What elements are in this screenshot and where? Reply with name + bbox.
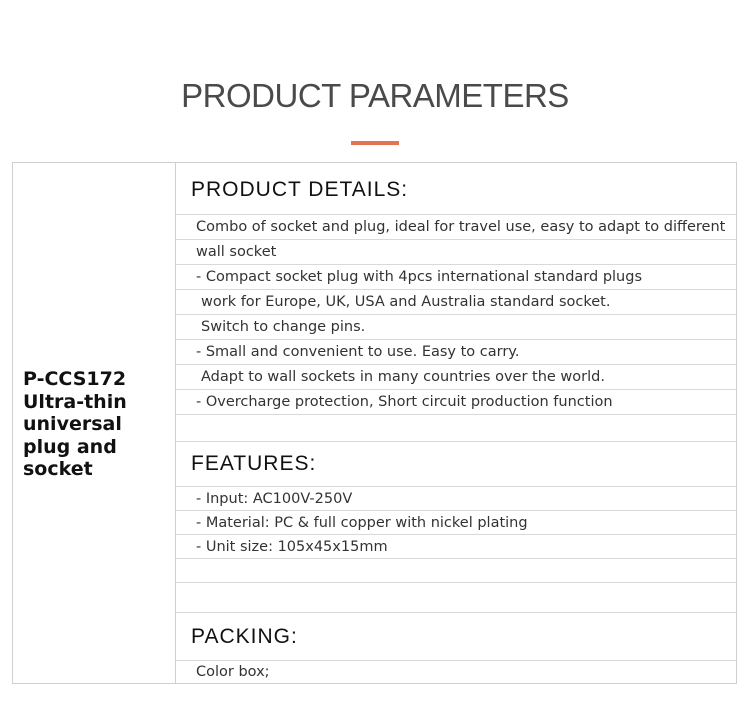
packing-line: Color box; (196, 664, 270, 680)
packing-heading: PACKING: (176, 613, 736, 661)
details-column (176, 163, 736, 683)
title-accent-bar (351, 141, 399, 145)
features-line (176, 559, 736, 583)
details-line: Switch to change pins. (176, 315, 736, 340)
details-line: wall socket (176, 240, 736, 265)
details-line: - Compact socket plug with 4pcs international standard plugs (176, 265, 736, 290)
details-line: Adapt to wall sockets in many countries over the world. (176, 365, 736, 390)
features-line: - Input: AC100V-250V (176, 487, 736, 511)
details-line: - Small and convenient to use. Easy to carry. (176, 340, 736, 365)
page-title: PRODUCT PARAMETERS (181, 77, 569, 114)
details-heading: PRODUCT DETAILS: (176, 163, 736, 215)
details-line: Combo of socket and plug, ideal for travel use, easy to adapt to different (176, 215, 736, 240)
features-line: - Unit size: 105x45x15mm (176, 535, 736, 559)
parameters-table (12, 162, 737, 684)
features-line: - Material: PC & full copper with nickel plating (176, 511, 736, 535)
details-line: - Overcharge protection, Short circuit production function (176, 390, 736, 415)
features-heading: FEATURES: (176, 442, 736, 487)
model-label: P-CCS172 Ultra-thin universal plug and socket (23, 368, 127, 480)
features-line (176, 583, 736, 613)
details-line: work for Europe, UK, USA and Australia standard socket. (176, 290, 736, 315)
details-line (176, 415, 736, 442)
model-cell (13, 163, 176, 683)
